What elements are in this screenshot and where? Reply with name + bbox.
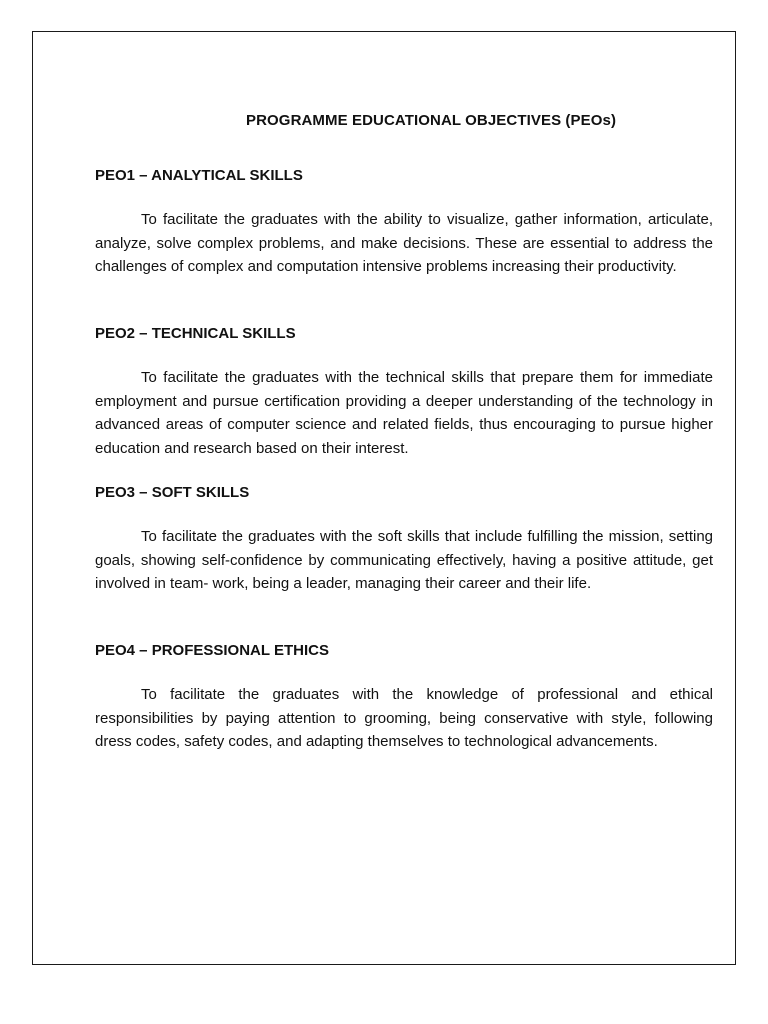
section-body: To facilitate the graduates with the technical skills that prepare them for immediate employment and pursue certification providing a deeper understanding of the technology in advanced areas of computer science and related fields, thus encouraging to pursue higher education and research based on their interest. [95, 369, 713, 458]
section-peo4 [95, 641, 713, 754]
section-heading: PEO4 – PROFESSIONAL ETHICS [95, 642, 329, 659]
section-heading: PEO1 – ANALYTICAL SKILLS [95, 167, 303, 184]
section-heading: PEO3 – SOFT SKILLS [95, 484, 250, 501]
section-body: To facilitate the graduates with the soft skills that include fulfilling the mission, setting goals, showing self-confidence by communicating effectively, having a positive attitude, get involved in team- work, being a leader, managing their career and their life. [95, 528, 713, 593]
section-body: To facilitate the graduates with the ability to visualize, gather information, articulate, analyze, solve complex problems, and make decisions. These are essential to address the challenges of complex and computation intensive problems increasing their productivity. [95, 211, 713, 276]
document-title: PROGRAMME EDUCATIONAL OBJECTIVES (PEOs) [246, 112, 617, 129]
section-peo2 [95, 324, 713, 461]
section-heading: PEO2 – TECHNICAL SKILLS [95, 325, 296, 342]
section-peo3 [95, 483, 713, 596]
section-peo1 [95, 166, 713, 279]
section-body: To facilitate the graduates with the knowledge of professional and ethical responsibilities by paying attention to grooming, being conservative with style, following dress codes, safety codes, and adapting themselves to technological advancements. [95, 686, 713, 751]
